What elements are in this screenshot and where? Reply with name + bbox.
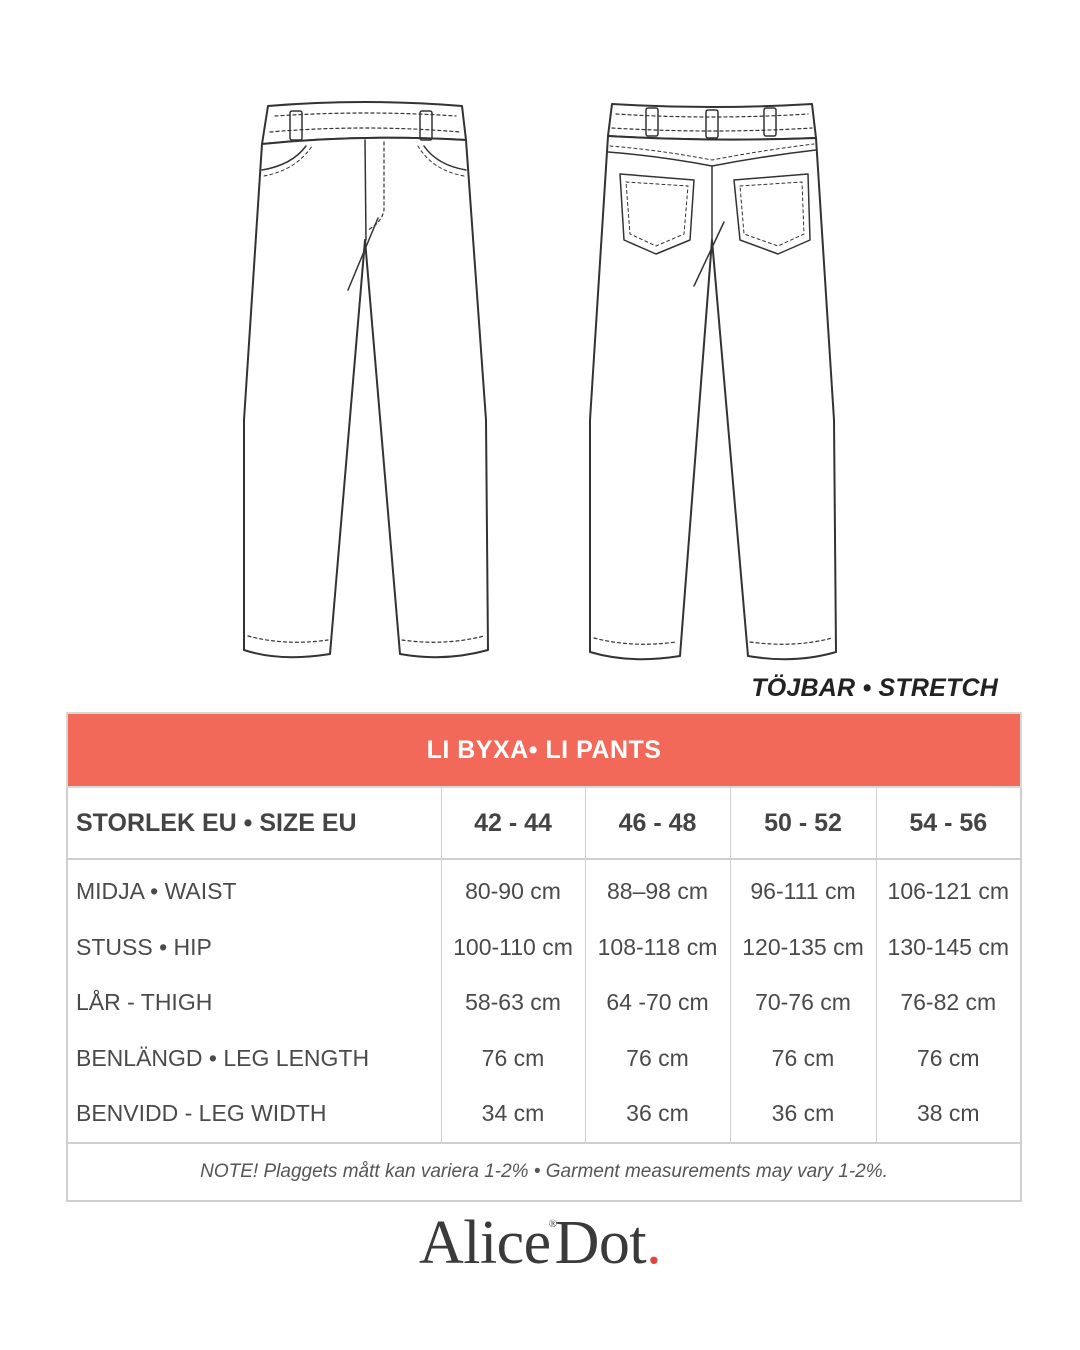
table-cell: 96-111 cm (730, 859, 876, 920)
row-label: MIDJA • WAIST (67, 859, 441, 920)
size-column-header: 46 - 48 (585, 787, 730, 859)
pants-front-icon (244, 102, 488, 657)
table-cell: 70-76 cm (730, 975, 876, 1031)
logo-text-dot: Dot (554, 1209, 647, 1277)
table-cell: 76 cm (585, 1031, 730, 1087)
size-header-label: STORLEK EU • SIZE EU (67, 787, 441, 859)
table-cell: 88–98 cm (585, 859, 730, 920)
measurement-note: NOTE! Plaggets mått kan variera 1-2% • Garment measurements may vary 1-2%. (67, 1143, 1021, 1201)
row-label: LÅR - THIGH (67, 975, 441, 1031)
table-cell: 36 cm (730, 1086, 876, 1143)
pants-back-icon (590, 104, 836, 659)
table-cell: 108-118 cm (585, 920, 730, 976)
table-cell: 106-121 cm (876, 859, 1021, 920)
size-column-header: 54 - 56 (876, 787, 1021, 859)
row-label: BENVIDD - LEG WIDTH (67, 1086, 441, 1143)
registered-mark: ® (548, 1218, 557, 1231)
logo-text-alice: Alice (418, 1209, 551, 1277)
table-cell: 64 -70 cm (585, 975, 730, 1031)
table-cell: 76-82 cm (876, 975, 1021, 1031)
table-cell: 100-110 cm (441, 920, 585, 976)
table-cell: 76 cm (876, 1031, 1021, 1087)
table-cell: 38 cm (876, 1086, 1021, 1143)
table-cell: 130-145 cm (876, 920, 1021, 976)
table-cell: 36 cm (585, 1086, 730, 1143)
table-cell: 58-63 cm (441, 975, 585, 1031)
table-title: LI BYXA• LI PANTS (67, 713, 1021, 787)
brand-logo (0, 1208, 1080, 1279)
table-row (67, 975, 1021, 1031)
table-row (67, 859, 1021, 920)
logo-dot: . (646, 1209, 662, 1277)
table-cell: 80-90 cm (441, 859, 585, 920)
row-label: STUSS • HIP (67, 920, 441, 976)
table-row (67, 1086, 1021, 1143)
size-column-header: 50 - 52 (730, 787, 876, 859)
table-row (67, 1031, 1021, 1087)
table-cell: 34 cm (441, 1086, 585, 1143)
stretch-label: TÖJBAR • STRETCH (751, 674, 998, 702)
table-cell: 76 cm (730, 1031, 876, 1087)
table-row (67, 920, 1021, 976)
row-label: BENLÄNGD • LEG LENGTH (67, 1031, 441, 1087)
size-chart-table (66, 712, 1022, 1202)
table-cell: 76 cm (441, 1031, 585, 1087)
size-column-header: 42 - 44 (441, 787, 585, 859)
table-cell: 120-135 cm (730, 920, 876, 976)
